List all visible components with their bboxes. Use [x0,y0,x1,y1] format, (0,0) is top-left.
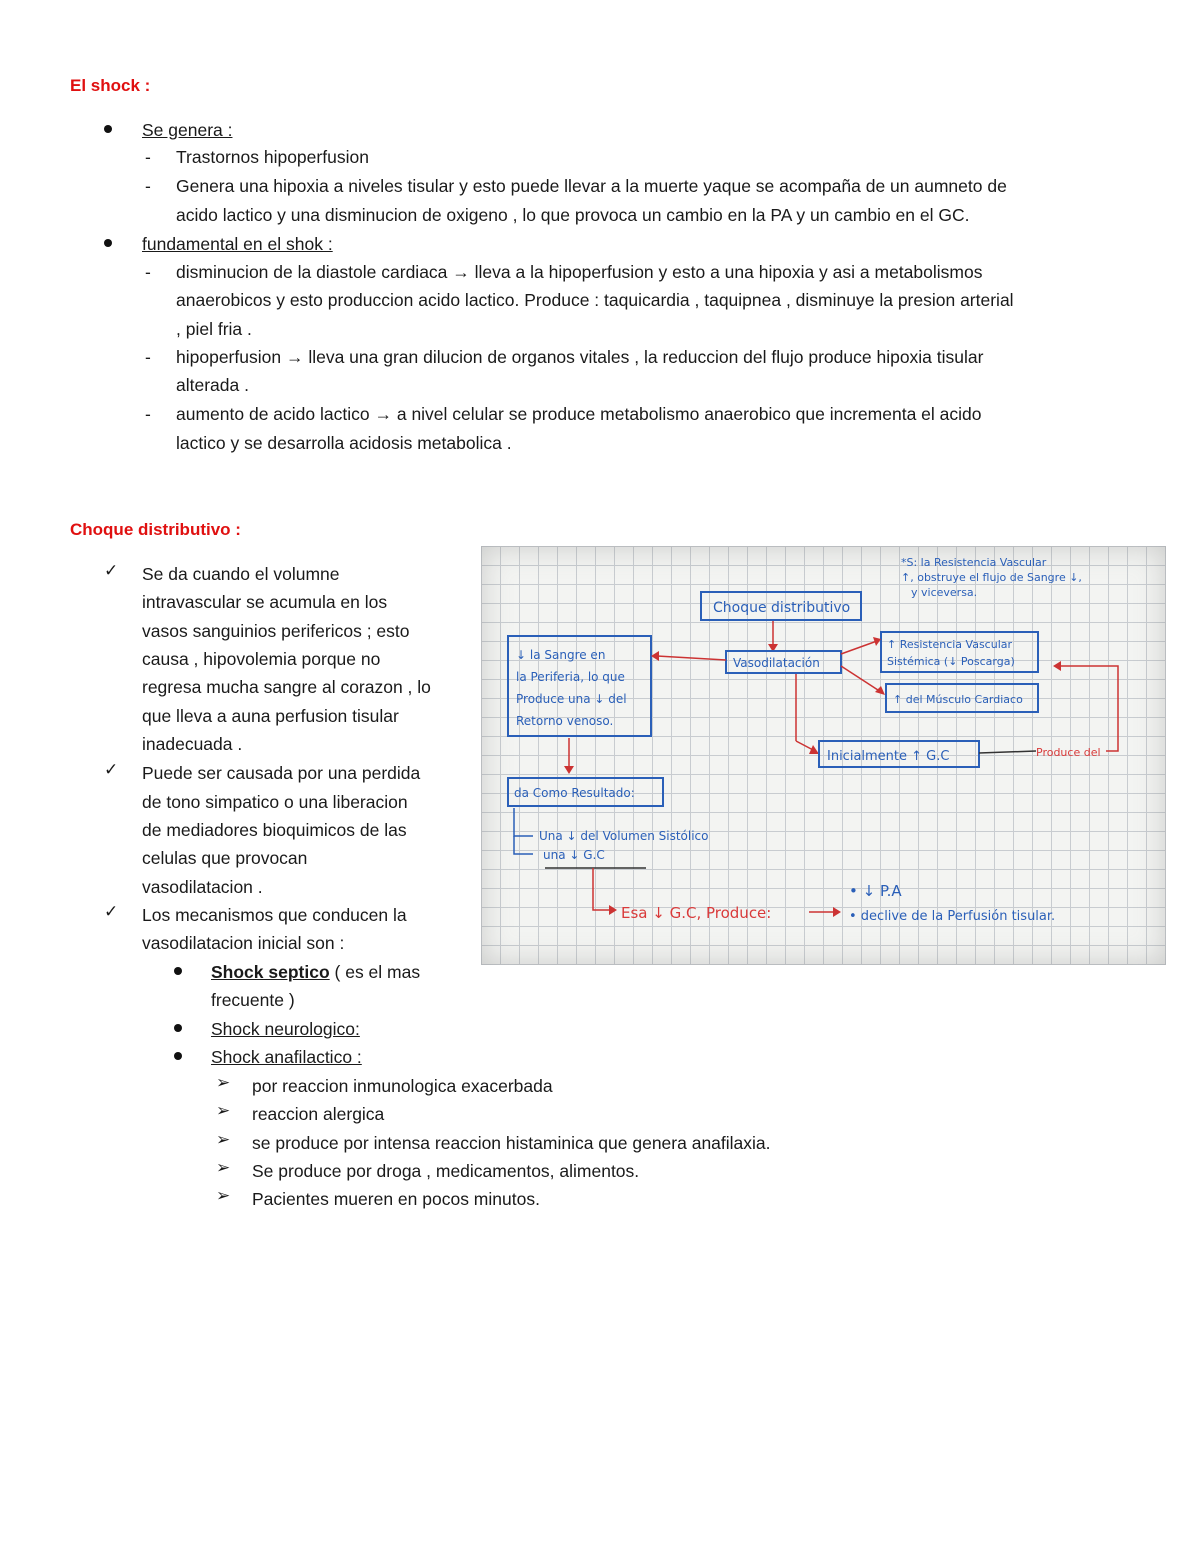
list-item-term: disminucion de la diastole cardiaca [176,262,448,282]
arrowhead-bullet-icon: ➢ [216,1130,231,1149]
arrowhead-icon [833,907,841,917]
check-item-cont: vasos sanguinios perifericos ; esto [142,621,410,641]
shock-septico-label: Shock septico [211,962,330,982]
diagram-produce-label: Produce del [1036,746,1101,759]
list-item-cont: alterada . [176,375,249,395]
arrowhead-bullet-icon: ➢ [216,1186,231,1205]
arrow-line [593,868,611,910]
list-item [176,400,982,428]
bullet-icon [174,1024,182,1032]
right-arrow-icon: → [374,404,397,424]
check-item-cont: intravascular se acumula en los [142,592,388,612]
diagram-right2-label: ↑ del Músculo Cardiaco [893,693,1023,706]
arrowhead-icon [809,745,819,754]
diagram-left-line3: Produce una ↓ del [516,692,627,706]
sub-item: reaccion alergica [252,1104,385,1124]
check-item-cont: de mediadores bioquimicos de las [142,820,407,840]
dash-icon: - [145,347,151,367]
shock-type-anafilactico: Shock anafilactico : [211,1047,362,1067]
shock-type-neurologico: Shock neurologico: [211,1019,360,1039]
diagram-main-label: Choque distributivo [713,600,851,616]
check-item-cont: celulas que provocan [142,848,308,868]
list-item-cont: lactico y se desarrolla acidosis metabolica . [176,433,512,453]
diagram-svg [481,546,1166,965]
handwritten-diagram-photo [481,546,1166,965]
right-arrow-icon: → [452,262,475,282]
right-arrow-icon: → [285,347,309,367]
diagram-r2-label: una ↓ G.C [543,848,605,862]
list-item-term: hipoperfusion [176,347,282,367]
check-item-cont: de tono simpatico o una liberacion [142,792,408,812]
diagram-resultado-label: da Como Resultado: [514,786,635,800]
list-item-desc: lleva una gran dilucion de organos vitales , la reduccion del flujo produce hipoxia tisular [308,347,984,367]
connector-line [514,836,533,854]
arrowhead-icon [875,686,885,695]
check-item: Puede ser causada por una perdida [142,763,421,783]
section-title-choque: Choque distributivo : [70,520,241,539]
arrowhead-bullet-icon: ➢ [216,1073,231,1092]
list-item: Genera una hipoxia a niveles tisular y esto puede llevar a la muerte yaque se acompaña de un aumneto de [176,176,1007,196]
check-item-cont: regresa mucha sangre al corazon , lo [142,677,431,697]
check-item-cont: causa , hipovolemia porque no [142,649,381,669]
checkmark-icon: ✓ [104,902,119,921]
diagram-pa-label: • ↓ P.A [849,882,902,900]
arrow-line [841,666,881,692]
shock-septico-note: ( es el mas [329,962,421,982]
dash-icon: - [145,404,151,424]
diagram-note-line3: y viceversa. [911,586,978,599]
diagram-right1-line1: ↑ Resistencia Vascular [887,638,1013,651]
diagram-declive-label: • declive de la Perfusión tisular. [849,909,1056,924]
arrow-line [657,656,726,660]
arrowhead-icon [609,905,617,915]
diagram-note-line1: *S: la Resistencia Vascular [901,556,1047,569]
list-item-cont: acido lactico y una disminucion de oxigeno , lo que provoca un cambio en la PA y un cambio en el GC. [176,205,970,225]
section-title-shock: El shock : [70,76,151,95]
shock-type-septico [211,958,420,986]
list-item-desc: a nivel celular se produce metabolismo anaerobico que incrementa el acido [396,404,982,424]
arrowhead-icon [564,766,574,774]
list-item: Trastornos hipoperfusion [176,147,369,167]
list-item-cont: anaerobicos y esto produccion acido lactico. Produce : taquicardia , taquipnea , disminuye la presion arterial [176,290,1014,310]
check-item-cont: vasodilatacion inicial son : [142,933,345,953]
diagram-inicial-label: Inicialmente ↑ G.C [827,749,950,764]
connector-line [514,808,533,836]
arrowhead-bullet-icon: ➢ [216,1158,231,1177]
arrowhead-icon [1053,661,1061,671]
diagram-left-line4: Retorno venoso. [516,714,614,728]
diagram-left-line1: ↓ la Sangre en [516,648,606,662]
bullet-icon [174,967,182,975]
bullet-icon [104,239,112,247]
diagram-r1-label: Una ↓ del Volumen Sistólico [539,829,709,843]
connector-line [979,751,1036,753]
list-item [176,258,982,286]
list-item-term: aumento de acido lactico [176,404,370,424]
list-item-cont: , piel fria . [176,319,252,339]
bullet-icon [174,1052,182,1060]
diagram-note-line2: ↑, obstruye el flujo de Sangre ↓, [901,571,1082,584]
list-item-desc: lleva a la hipoperfusion y esto a una hipoxia y asi a metabolismos [474,262,983,282]
sub-item: Se produce por droga , medicamentos, alimentos. [252,1161,640,1181]
list-item [176,343,983,371]
dash-icon: - [145,147,151,167]
checkmark-icon: ✓ [104,561,119,580]
sub-item: se produce por intensa reaccion histaminica que genera anafilaxia. [252,1133,771,1153]
check-item-cont: inadecuada . [142,734,243,754]
checkmark-icon: ✓ [104,760,119,779]
sub-item: Pacientes mueren en pocos minutos. [252,1189,540,1209]
dash-icon: - [145,176,151,196]
sub-item: por reaccion inmunologica exacerbada [252,1076,553,1096]
arrowhead-bullet-icon: ➢ [216,1101,231,1120]
shock-septico-note-cont: frecuente ) [211,990,295,1010]
arrow-line [1061,666,1118,751]
diagram-right1-line2: Sistémica (↓ Poscarga) [887,655,1015,668]
check-item: Se da cuando el volumne [142,564,340,584]
check-item-cont: vasodilatacion . [142,877,263,897]
check-item-cont: que lleva a auna perfusion tisular [142,706,399,726]
diagram-esa-label: Esa ↓ G.C, Produce: [621,904,772,922]
check-item: Los mecanismos que conducen la [142,905,407,925]
arrow-line [841,641,877,654]
bullet-label-fundamental: fundamental en el shok : [142,234,333,254]
diagram-left-line2: la Periferia, lo que [516,670,625,684]
arrowhead-icon [651,651,659,661]
dash-icon: - [145,262,151,282]
diagram-vaso-label: Vasodilatación [733,656,820,670]
bullet-icon [104,125,112,133]
bullet-label-se-genera: Se genera : [142,120,233,140]
